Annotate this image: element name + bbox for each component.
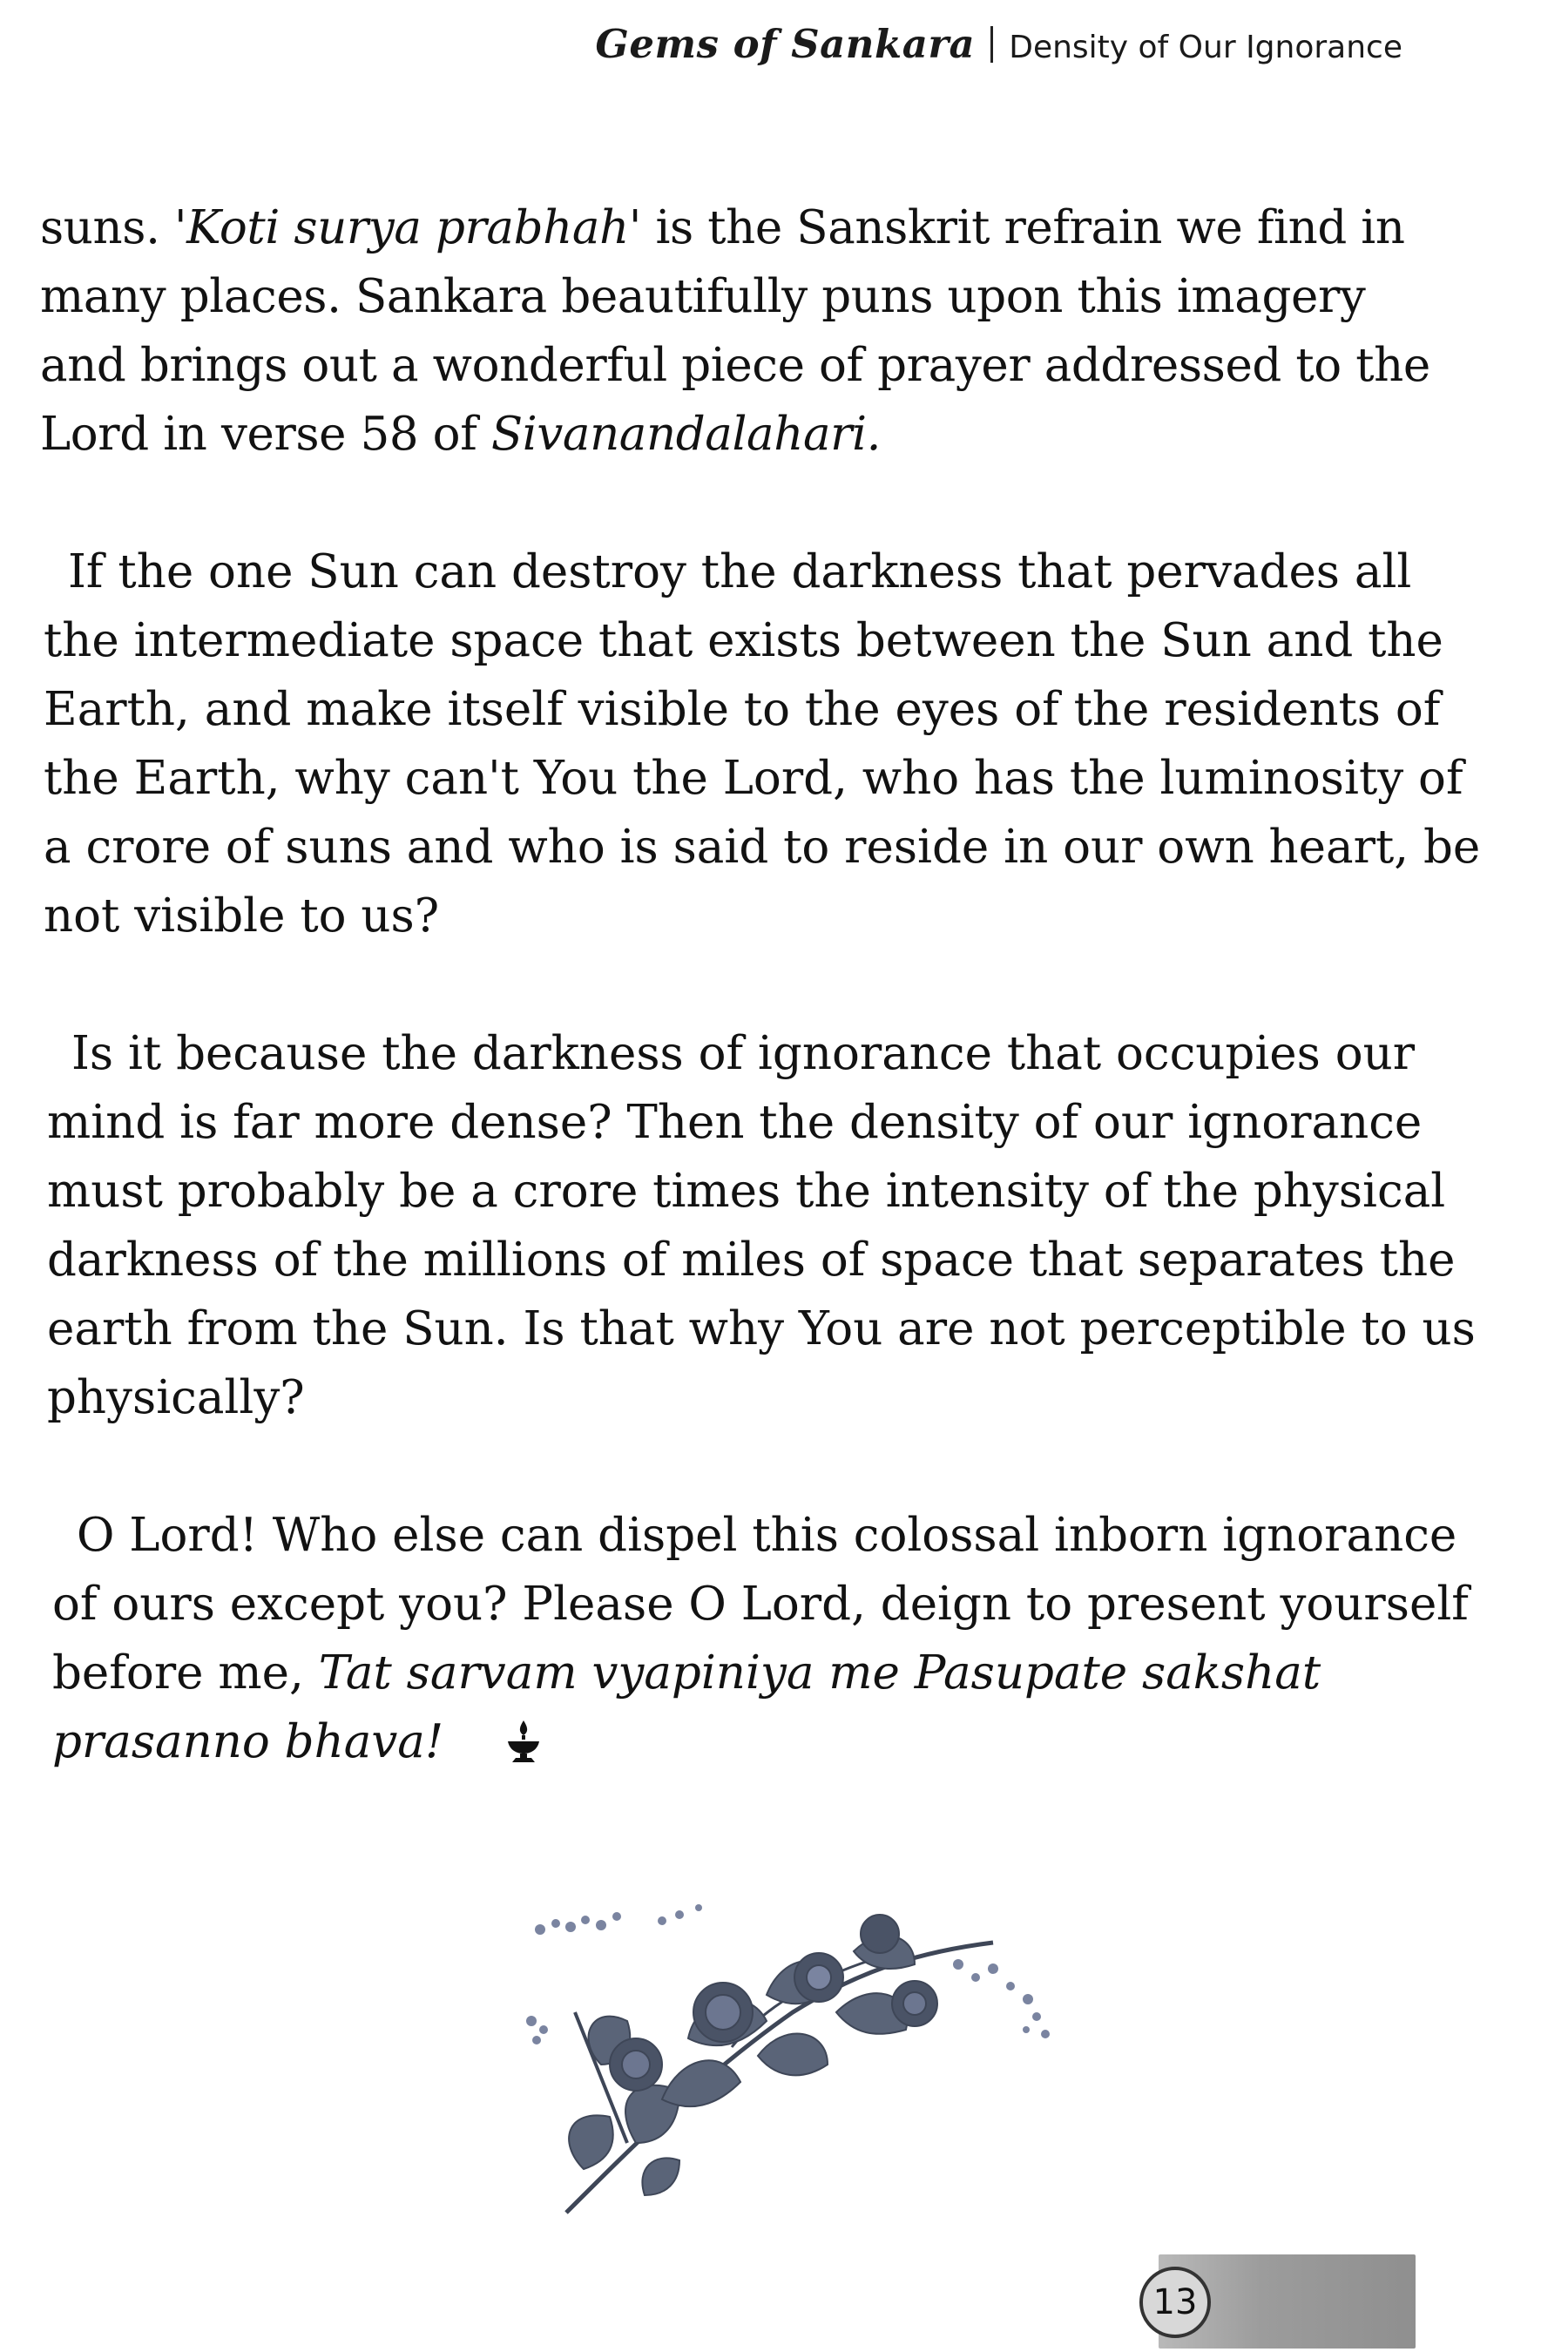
paragraph-4 <box>40 1501 1469 1776</box>
text-line: many places. Sankara beautifully puns upon this imagery <box>40 270 1366 323</box>
text-line: not visible to us? <box>44 889 440 943</box>
text-line: mind is far more dense? Then the density of our ignorance <box>47 1096 1423 1149</box>
text-line: before me, Tat sarvam vyapiniya me Pasupate sakshat <box>52 1646 1321 1700</box>
running-header <box>0 21 1402 67</box>
page-number: 13 <box>1139 2267 1211 2338</box>
book-title: Gems of Sankara <box>595 21 976 67</box>
header-divider <box>990 26 993 63</box>
text-line: If the one Sun can destroy the darkness that pervades all <box>68 545 1412 598</box>
text-line: earth from the Sun. Is that why You are not perceptible to us <box>47 1302 1476 1355</box>
text-line: suns. 'Koti surya prabhah' is the Sanskrit refrain we find in <box>40 201 1405 254</box>
text-line <box>52 1707 1416 1776</box>
text-line: Is it because the darkness of ignorance that occupies our <box>71 1027 1416 1080</box>
text-line: Lord in verse 58 of Sivanandalahari. <box>40 408 882 461</box>
text-line: and brings out a wonderful piece of prayer addressed to the <box>40 339 1430 392</box>
sanskrit-prayer-end: prasanno bhava! <box>52 1715 444 1768</box>
paragraph-1 <box>40 193 1430 469</box>
text-line: the intermediate space that exists between the Sun and the <box>44 614 1443 667</box>
sanskrit-prayer: Tat sarvam vyapiniya me Pasupate sakshat <box>318 1646 1321 1700</box>
body-text <box>40 193 1481 1845</box>
text-line: Earth, and make itself visible to the eyes of the residents of <box>44 683 1441 736</box>
text-line: darkness of the millions of miles of space that separates the <box>47 1233 1456 1287</box>
work-title: Sivanandalahari. <box>490 408 882 461</box>
paragraph-2 <box>40 537 1481 950</box>
text-line: must probably be a crore times the intensity of the physical <box>47 1165 1446 1218</box>
oil-lamp-icon <box>504 1717 543 1766</box>
sanskrit-phrase: Koti surya prabhah <box>186 201 629 254</box>
floral-spray-ornament <box>505 1882 1080 2247</box>
paragraph-3 <box>40 1019 1476 1432</box>
page-number-tab <box>1124 2254 1416 2349</box>
text-line: physically? <box>47 1371 305 1424</box>
text-line: O Lord! Who else can dispel this colossal inborn ignorance <box>77 1509 1457 1562</box>
text-line: a crore of suns and who is said to reside in our own heart, be <box>44 821 1481 874</box>
text-line: the Earth, why can't You the Lord, who has the luminosity of <box>44 752 1463 805</box>
text-line: of ours except you? Please O Lord, deign to present yourself <box>52 1578 1469 1631</box>
chapter-title: Density of Our Ignorance <box>1009 30 1402 65</box>
